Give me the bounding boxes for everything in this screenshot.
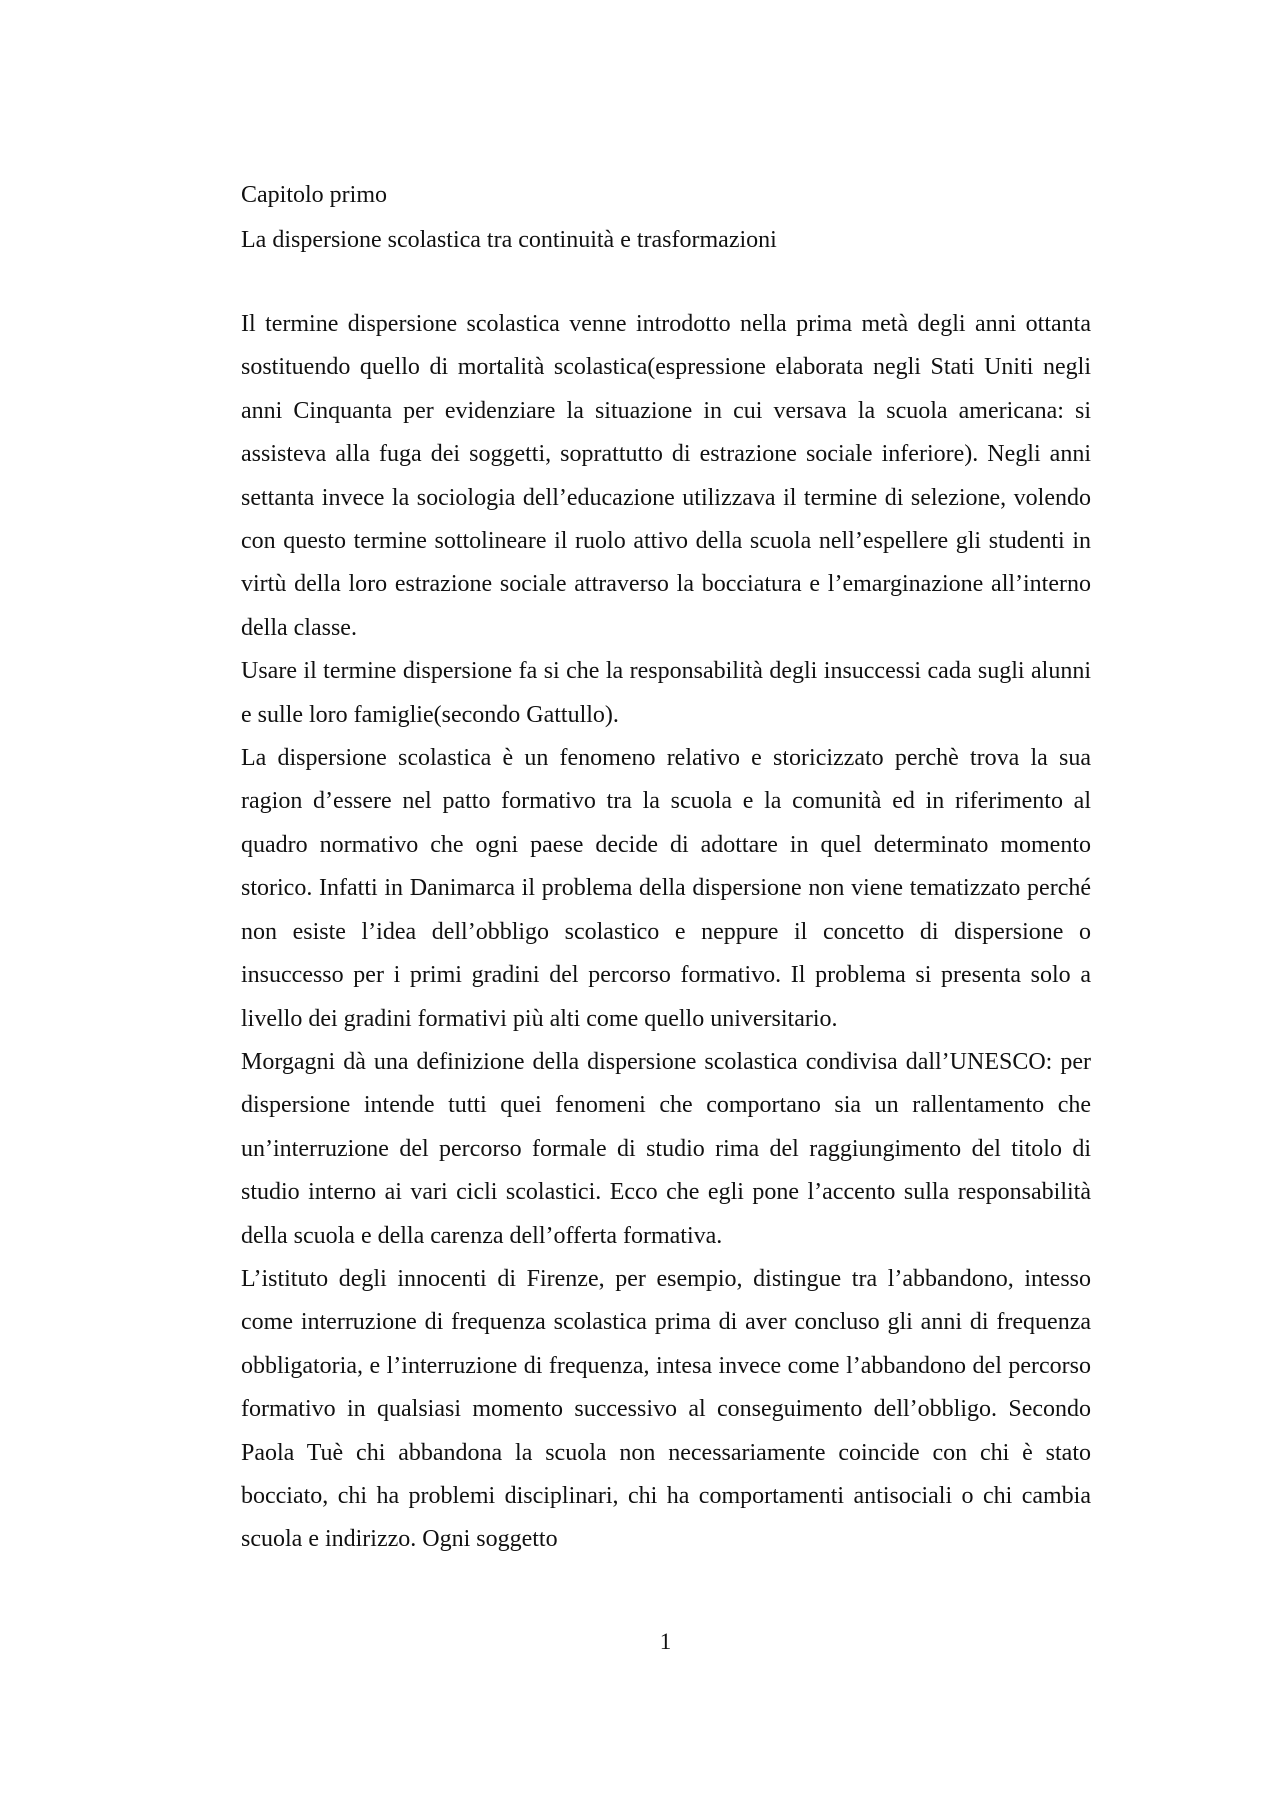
- paragraph-5: L’istituto degli innocenti di Firenze, per esempio, distingue tra l’abbandono, intesso come interruzione di frequenza scolastica prima di aver concluso gli anni di frequenza obbligatoria, e l’interruzione di frequenza, intesa invece come l’abbandono del percorso formativo in qualsiasi momento successivo al conseguimento dell’obbligo. Secondo Paola Tuè chi abbandona la scuola non necessariamente coincide con chi è stato bocciato, chi ha problemi disciplinari, chi ha comportamenti antisociali o chi cambia scuola e indirizzo. Ogni soggetto: [241, 1265, 1091, 1553]
- page-number: 1: [659, 1629, 672, 1654]
- chapter-label: Capitolo primo: [241, 182, 387, 208]
- paragraph-4: Morgagni dà una definizione della dispersione scolastica condivisa dall’UNESCO: per dispersione intende tutti quei fenomeni che comportano sia un rallentamento che un’interruzione del percorso formale di studio rima del raggiungimento del titolo di studio interno ai vari cicli scolastici. Ecco che egli pone l’accento sulla responsabilità della scuola e della carenza dell’offerta formativa.: [241, 1048, 1091, 1249]
- paragraph-3: La dispersione scolastica è un fenomeno relativo e storicizzato perchè trova la sua ragion d’essere nel patto formativo tra la scuola e la comunità ed in riferimento al quadro normativo che ogni paese decide di adottare in quel determinato momento storico. Infatti in Danimarca il problema della dispersione non viene tematizzato perché non esiste l’idea dell’obbligo scolastico e neppure il concetto di dispersione o insuccesso per i primi gradini del percorso formativo. Il problema si presenta solo a livello dei gradini formativi più alti come quello universitario.: [241, 745, 1091, 1032]
- body-text: [241, 303, 1091, 1562]
- paragraph-2: Usare il termine dispersione fa si che la responsabilità degli insuccessi cada sugli alunni e sulle loro famiglie(secondo Gattullo).: [241, 658, 1091, 728]
- chapter-title: La dispersione scolastica tra continuità e trasformazioni: [241, 227, 777, 253]
- paragraph-1: Il termine dispersione scolastica venne introdotto nella prima metà degli anni ottanta sostituendo quello di mortalità scolastica(espressione elaborata negli Stati Uniti negli anni Cinquanta per evidenziare la situazione in cui versava la scuola americana: si assisteva alla fuga dei soggetti, soprattutto di estrazione sociale inferiore). Negli anni settanta invece la sociologia dell’educazione utilizzava il termine di selezione, volendo con questo termine sottolineare il ruolo attivo della scuola nell’espellere gli studenti in virtù della loro estrazione sociale attraverso la bocciatura e l’emarginazione all’interno della classe.: [241, 311, 1091, 641]
